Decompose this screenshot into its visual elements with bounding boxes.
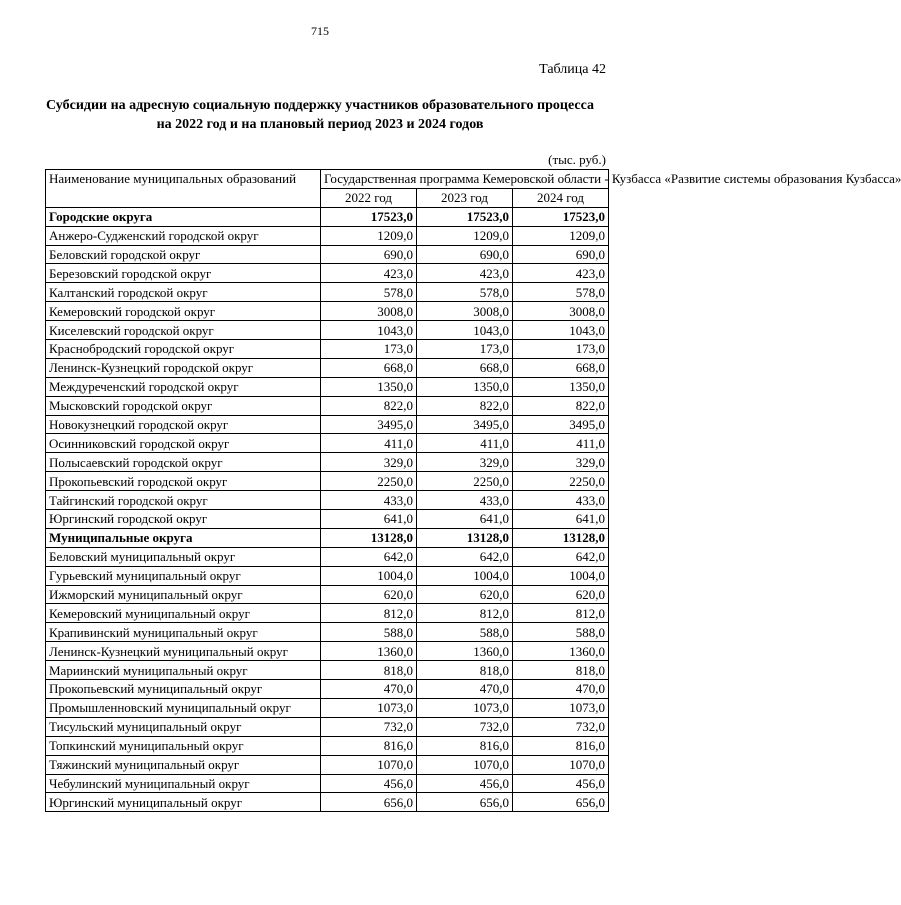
table-row (46, 283, 609, 302)
value-2024: 17523,0 (513, 207, 609, 226)
value-2024: 732,0 (513, 717, 609, 736)
value-2023: 818,0 (417, 661, 513, 680)
subsidies-table (45, 169, 901, 812)
value-2024: 2250,0 (513, 472, 609, 491)
value-2024: 329,0 (513, 453, 609, 472)
value-2023: 588,0 (417, 623, 513, 642)
value-2023: 173,0 (417, 340, 513, 359)
table-row (46, 434, 609, 453)
value-2023: 732,0 (417, 717, 513, 736)
value-2022: 423,0 (321, 264, 417, 283)
table-row (46, 396, 609, 415)
value-2023: 656,0 (417, 793, 513, 812)
value-2023: 816,0 (417, 736, 513, 755)
table-row (46, 377, 609, 396)
value-2023: 812,0 (417, 604, 513, 623)
table-row (46, 755, 609, 774)
table-row (46, 264, 609, 283)
value-2022: 3495,0 (321, 415, 417, 434)
municipality-name: Прокопьевский городской округ (46, 472, 321, 491)
municipality-name: Муниципальные округа (46, 528, 321, 547)
table-group-row (46, 207, 609, 226)
value-2024: 456,0 (513, 774, 609, 793)
value-2022: 433,0 (321, 491, 417, 510)
municipality-name: Прокопьевский муниципальный округ (46, 680, 321, 699)
value-2022: 1043,0 (321, 321, 417, 340)
municipality-name: Полысаевский городской округ (46, 453, 321, 472)
value-2022: 456,0 (321, 774, 417, 793)
value-2024: 13128,0 (513, 528, 609, 547)
table-row (46, 736, 609, 755)
value-2024: 1350,0 (513, 377, 609, 396)
municipality-name: Ижморский муниципальный округ (46, 585, 321, 604)
value-2022: 816,0 (321, 736, 417, 755)
table-row (46, 453, 609, 472)
value-2022: 470,0 (321, 680, 417, 699)
municipality-name: Осинниковский городской округ (46, 434, 321, 453)
table-row (46, 510, 609, 529)
table-row (46, 698, 609, 717)
value-2023: 423,0 (417, 264, 513, 283)
header-year-2022: 2022 год (321, 188, 417, 207)
value-2024: 816,0 (513, 736, 609, 755)
table-title (20, 96, 620, 134)
table-row (46, 793, 609, 812)
municipality-name: Топкинский муниципальный округ (46, 736, 321, 755)
value-2022: 578,0 (321, 283, 417, 302)
value-2023: 1070,0 (417, 755, 513, 774)
municipality-name: Чебулинский муниципальный округ (46, 774, 321, 793)
value-2024: 411,0 (513, 434, 609, 453)
value-2022: 3008,0 (321, 302, 417, 321)
value-2023: 822,0 (417, 396, 513, 415)
municipality-name: Березовский городской округ (46, 264, 321, 283)
value-2024: 641,0 (513, 510, 609, 529)
value-2023: 1004,0 (417, 566, 513, 585)
table-row (46, 604, 609, 623)
municipality-name: Кемеровский муниципальный округ (46, 604, 321, 623)
value-2022: 1073,0 (321, 698, 417, 717)
table-row (46, 472, 609, 491)
value-2024: 3008,0 (513, 302, 609, 321)
value-2022: 668,0 (321, 358, 417, 377)
value-2022: 1360,0 (321, 642, 417, 661)
table-row (46, 585, 609, 604)
value-2023: 620,0 (417, 585, 513, 604)
value-2022: 173,0 (321, 340, 417, 359)
value-2023: 1043,0 (417, 321, 513, 340)
value-2023: 1350,0 (417, 377, 513, 396)
value-2022: 732,0 (321, 717, 417, 736)
table-row (46, 774, 609, 793)
value-2022: 642,0 (321, 547, 417, 566)
value-2022: 17523,0 (321, 207, 417, 226)
table-row (46, 623, 609, 642)
units-label: (тыс. руб.) (548, 152, 606, 167)
value-2024: 1073,0 (513, 698, 609, 717)
table-row (46, 547, 609, 566)
municipality-name: Беловский городской округ (46, 245, 321, 264)
municipality-name: Кемеровский городской округ (46, 302, 321, 321)
value-2023: 641,0 (417, 510, 513, 529)
value-2024: 1360,0 (513, 642, 609, 661)
value-2023: 411,0 (417, 434, 513, 453)
municipality-name: Тайгинский городской округ (46, 491, 321, 510)
table-row (46, 302, 609, 321)
header-year-2023: 2023 год (417, 188, 513, 207)
municipality-name: Юргинский муниципальный округ (46, 793, 321, 812)
value-2022: 818,0 (321, 661, 417, 680)
table-row (46, 321, 609, 340)
municipality-name: Городские округа (46, 207, 321, 226)
value-2023: 668,0 (417, 358, 513, 377)
value-2023: 17523,0 (417, 207, 513, 226)
municipality-name: Юргинский городской округ (46, 510, 321, 529)
value-2022: 588,0 (321, 623, 417, 642)
municipality-name: Промышленновский муниципальный округ (46, 698, 321, 717)
value-2023: 456,0 (417, 774, 513, 793)
municipality-name: Мысковский городской округ (46, 396, 321, 415)
municipality-name: Беловский муниципальный округ (46, 547, 321, 566)
municipality-name: Новокузнецкий городской округ (46, 415, 321, 434)
value-2024: 822,0 (513, 396, 609, 415)
table-row (46, 642, 609, 661)
table-row (46, 661, 609, 680)
value-2024: 1070,0 (513, 755, 609, 774)
table-label: Таблица 42 (539, 62, 606, 77)
value-2023: 433,0 (417, 491, 513, 510)
value-2023: 13128,0 (417, 528, 513, 547)
value-2022: 2250,0 (321, 472, 417, 491)
value-2024: 173,0 (513, 340, 609, 359)
value-2022: 1350,0 (321, 377, 417, 396)
value-2022: 620,0 (321, 585, 417, 604)
table-row (46, 680, 609, 699)
value-2023: 642,0 (417, 547, 513, 566)
table-row (46, 245, 609, 264)
value-2022: 656,0 (321, 793, 417, 812)
value-2022: 1004,0 (321, 566, 417, 585)
value-2024: 588,0 (513, 623, 609, 642)
header-year-2024: 2024 год (513, 188, 609, 207)
value-2022: 690,0 (321, 245, 417, 264)
value-2023: 1073,0 (417, 698, 513, 717)
municipality-name: Калтанский городской округ (46, 283, 321, 302)
municipality-name: Тяжинский муниципальный округ (46, 755, 321, 774)
value-2024: 423,0 (513, 264, 609, 283)
value-2023: 329,0 (417, 453, 513, 472)
value-2024: 620,0 (513, 585, 609, 604)
value-2023: 1209,0 (417, 226, 513, 245)
title-line-1: Субсидии на адресную социальную поддержку участников образовательного процесса (46, 98, 594, 113)
table-row (46, 340, 609, 359)
value-2022: 822,0 (321, 396, 417, 415)
municipality-name: Ленинск-Кузнецкий муниципальный округ (46, 642, 321, 661)
value-2024: 690,0 (513, 245, 609, 264)
municipality-name: Гурьевский муниципальный округ (46, 566, 321, 585)
value-2024: 812,0 (513, 604, 609, 623)
table-row (46, 226, 609, 245)
title-line-2: на 2022 год и на плановый период 2023 и 2024 годов (156, 117, 484, 132)
value-2023: 2250,0 (417, 472, 513, 491)
value-2024: 642,0 (513, 547, 609, 566)
value-2024: 470,0 (513, 680, 609, 699)
municipality-name: Крапивинский муниципальный округ (46, 623, 321, 642)
value-2024: 3495,0 (513, 415, 609, 434)
value-2024: 818,0 (513, 661, 609, 680)
value-2024: 1043,0 (513, 321, 609, 340)
value-2023: 3495,0 (417, 415, 513, 434)
table-row (46, 415, 609, 434)
municipality-name: Междуреченский городской округ (46, 377, 321, 396)
table-row (46, 566, 609, 585)
value-2023: 578,0 (417, 283, 513, 302)
value-2024: 1209,0 (513, 226, 609, 245)
value-2024: 578,0 (513, 283, 609, 302)
value-2022: 329,0 (321, 453, 417, 472)
municipality-name: Ленинск-Кузнецкий городской округ (46, 358, 321, 377)
value-2022: 1209,0 (321, 226, 417, 245)
municipality-name: Киселевский городской округ (46, 321, 321, 340)
table-row (46, 358, 609, 377)
value-2024: 656,0 (513, 793, 609, 812)
value-2023: 470,0 (417, 680, 513, 699)
header-name-column: Наименование муниципальных образований (46, 170, 321, 208)
table-group-row (46, 528, 609, 547)
value-2022: 641,0 (321, 510, 417, 529)
municipality-name: Краснобродский городской округ (46, 340, 321, 359)
value-2024: 1004,0 (513, 566, 609, 585)
value-2022: 411,0 (321, 434, 417, 453)
value-2024: 433,0 (513, 491, 609, 510)
page-number: 715 (311, 24, 329, 38)
value-2022: 13128,0 (321, 528, 417, 547)
table-row (46, 717, 609, 736)
value-2023: 3008,0 (417, 302, 513, 321)
municipality-name: Тисульский муниципальный округ (46, 717, 321, 736)
value-2024: 668,0 (513, 358, 609, 377)
table-row (46, 491, 609, 510)
municipality-name: Анжеро-Судженский городской округ (46, 226, 321, 245)
value-2023: 1360,0 (417, 642, 513, 661)
value-2022: 812,0 (321, 604, 417, 623)
value-2022: 1070,0 (321, 755, 417, 774)
value-2023: 690,0 (417, 245, 513, 264)
municipality-name: Мариинский муниципальный округ (46, 661, 321, 680)
header-program: Государственная программа Кемеровской области - Кузбасса «Развитие системы образования Кузбасса» (321, 170, 609, 189)
